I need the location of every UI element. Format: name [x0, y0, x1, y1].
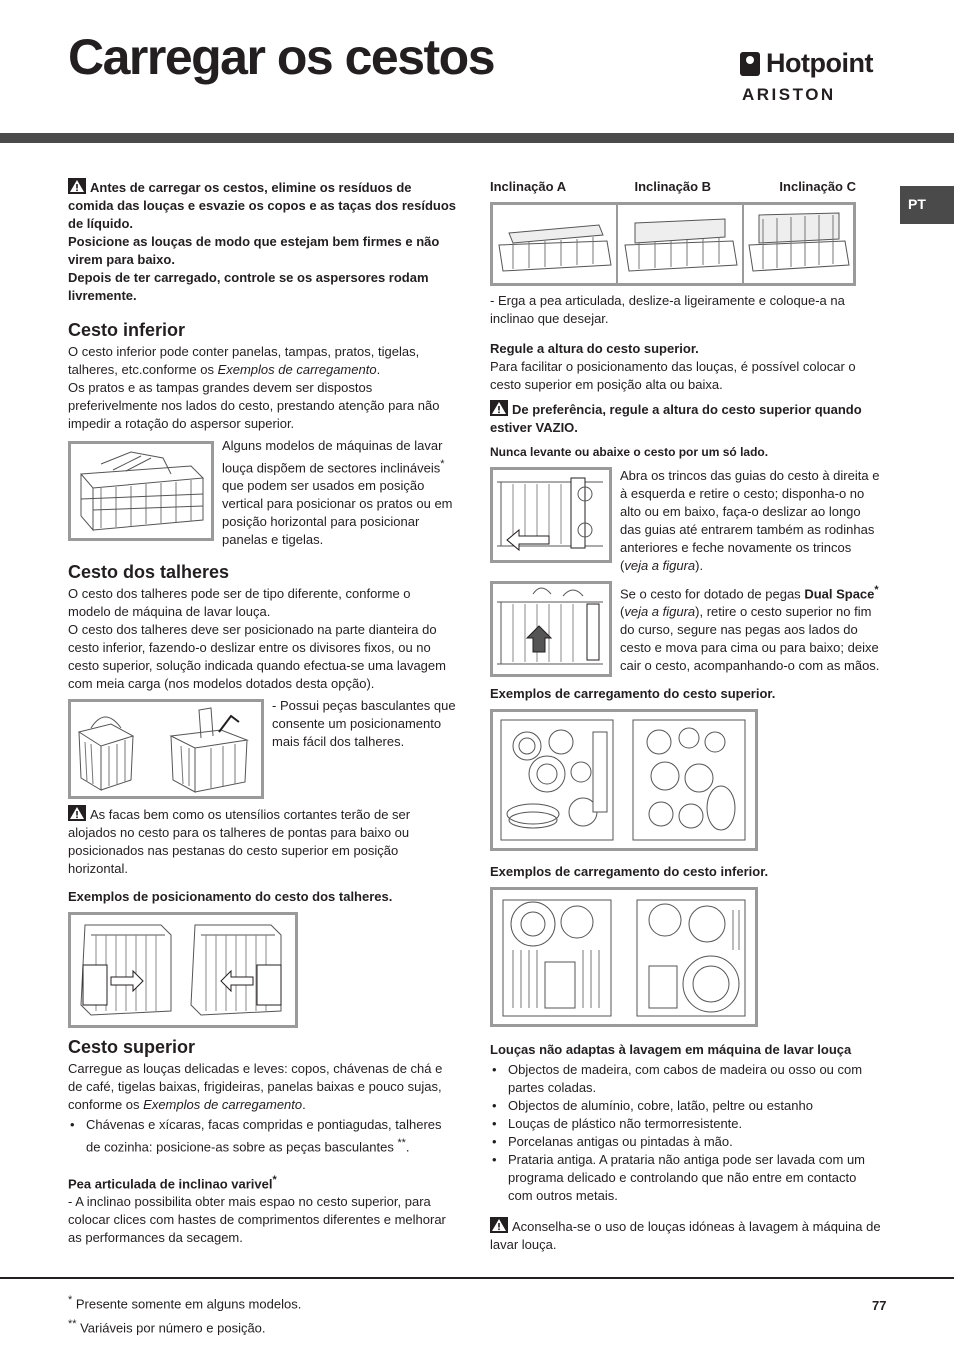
subheading-loucas: Louças não adaptas à lavagem em máquina de lavar louça — [490, 1042, 852, 1057]
brand-sub: ARISTON — [742, 85, 836, 104]
warning-icon — [68, 805, 86, 821]
subheading-pea: Pea articulada de inclinao varivel* — [68, 1173, 277, 1191]
paragraph: - Erga a pea articulada, deslize-a ligeiramente e coloque-a na inclinao que desejar. — [490, 293, 845, 326]
examples-lower-heading: Exemplos de carregamento do cesto inferior. — [490, 864, 769, 879]
cutlery-position-figure — [68, 912, 298, 1028]
list-item: • Porcelanas antigas ou pintadas à mão. — [490, 1133, 882, 1151]
upper-loading-figure — [490, 709, 758, 851]
final-warning: Aconselha-se o uso de louças idóneas à lavagem à máquina de lavar louça. — [490, 1219, 881, 1252]
regule-warning: De preferência, regule a altura do cesto superior quando estiver VAZIO. — [490, 402, 862, 435]
right-column — [490, 178, 882, 1254]
inclination-label-c: Inclinação C — [779, 179, 856, 194]
intro-warning: Antes de carregar os cestos, elimine os resíduos de comida das louças e esvazie os copos e as taças dos resíduos de líquido. Posicione as louças de modo que estejam bem firmes e não virem para baixo. Depois de ter carregado, controle se os aspersores rodam livremente. — [68, 180, 457, 303]
list-item: • Objectos de madeira, com cabos de madeira ou osso ou com partes coladas. — [490, 1061, 882, 1097]
lower-loading-figure — [490, 887, 758, 1027]
brand-name: Hotpoint — [766, 48, 873, 78]
side-text: Alguns modelos de máquinas de lavar louça dispõem de sectores inclináveis* que podem ser usados em posição vertical para posicionar os pratos ou em posição horizontal para posicionar panelas e tigelas. — [222, 438, 453, 548]
dual-space-figure — [490, 581, 612, 677]
side-text: Abra os trincos das guias do cesto à direita e à esquerda e retire o cesto; disponha-o no alto ou em baixo, faça-o deslizar ao longo das guias até entrarem também as rodinhas anteriores e feche novamente os trincos (veja a figura). — [620, 468, 880, 573]
footnotes — [68, 1290, 301, 1339]
page-number: 77 — [872, 1298, 887, 1313]
nunca-note: Nunca levante ou abaixe o cesto por um só lado. — [490, 445, 769, 459]
section-heading-cesto-inferior: Cesto inferior — [68, 320, 186, 340]
subheading-regule: Regule a altura do cesto superior. — [490, 341, 699, 356]
paragraph: O cesto inferior pode conter panelas, tampas, pratos, tigelas, talheres, etc.conforme os Exemplos de carregamento. — [68, 344, 420, 377]
examples-heading: Exemplos de posicionamento do cesto dos talheres. — [68, 889, 393, 905]
warning-icon — [490, 1217, 508, 1233]
section-heading-cesto-talheres: Cesto dos talheres — [68, 562, 230, 583]
left-column — [68, 178, 456, 1247]
lower-basket-figure — [68, 441, 214, 541]
unsuitable-list — [490, 1061, 882, 1205]
warning-icon — [490, 400, 508, 416]
footnote: ** Variáveis por número e posição. — [68, 1318, 266, 1336]
paragraph: - A inclinao possibilita obter mais espao no cesto superior, para colocar clices com hastes de comprimentos diferentes e melhorar as performances da secagem. — [68, 1193, 446, 1245]
examples-upper-heading: Exemplos de carregamento do cesto superior. — [490, 686, 776, 701]
section-heading-cesto-superior: Cesto superior — [68, 1037, 196, 1058]
paragraph: Carregue as louças delicadas e leves: copos, chávenas de chá e de café, tigelas baixas, frigideiras, panelas baixas e pouco sujas, conforme os Exemplos de carregamento. — [68, 1061, 443, 1113]
paragraph: Para facilitar o posicionamento das louças, é possível colocar o cesto superior em posição alta ou baixa. — [490, 359, 856, 392]
paragraph: Os pratos e as tampas grandes devem ser dispostos preferivelmente nos lados do cesto, prestando atenção para não impedir a rotação do aspersor superior. — [68, 380, 440, 431]
footnote: * Presente somente em alguns modelos. — [68, 1294, 302, 1312]
page-title: Carregar os cestos — [68, 29, 495, 85]
inclination-label-a: Inclinação A — [490, 179, 567, 194]
brand-mark-icon — [740, 52, 760, 76]
side-text: Se o cesto for dotado de pegas Dual Space* (veja a figura), retire o cesto superior no fim do curso, segure nas pegas aos lados do cesto e mova para cima ou para baixo; deixe cair o cesto, acompanhando-o com as mãos. — [620, 584, 880, 674]
footer-divider — [0, 1277, 954, 1279]
side-text: - Possui peças basculantes que consente um posicionamento mais fácil dos talheres. — [272, 698, 456, 750]
paragraph: O cesto dos talheres deve ser posicionado na parte dianteira do cesto inferior, fazendo-o deslizar entre os divisores fixos, ou no cesto superior, solução indicada quando efectua-se uma lavagem com meia carga (nos modelos dotados desta opção). — [68, 622, 446, 692]
list-item: • Prataria antiga. A prataria não antiga pode ser lavada com um programa delicado e controlando que não entre em contacto com outros metais. — [490, 1151, 882, 1205]
bullet-list — [68, 1116, 456, 1156]
list-item: • Chávenas e xícaras, facas compridas e pontiagudas, talheres de cozinha: posicione-as sobre as peças basculantes **. — [68, 1116, 456, 1156]
inclination-figure — [490, 202, 856, 286]
inclination-labels — [490, 178, 856, 196]
inclination-label-b: Inclinação B — [634, 179, 712, 194]
basket-rails-figure — [490, 467, 612, 563]
list-item: • Objectos de alumínio, cobre, latão, peltre ou estanho — [490, 1097, 882, 1115]
warning-icon — [68, 178, 86, 194]
brand-logo — [740, 48, 890, 113]
language-tab: PT — [900, 186, 954, 224]
list-item: • Louças de plástico não termorresistente. — [490, 1115, 882, 1133]
header-divider — [0, 133, 954, 143]
knife-warning: As facas bem como os utensílios cortantes terão de ser alojados no cesto para os talheres de pontas para baixo ou posicionados nas pestanas do cesto superior em posição horizontal. — [68, 807, 411, 877]
cutlery-basket-figure — [68, 699, 264, 799]
paragraph: O cesto dos talheres pode ser de tipo diferente, conforme o modelo de máquina de lavar louça. — [68, 586, 411, 620]
